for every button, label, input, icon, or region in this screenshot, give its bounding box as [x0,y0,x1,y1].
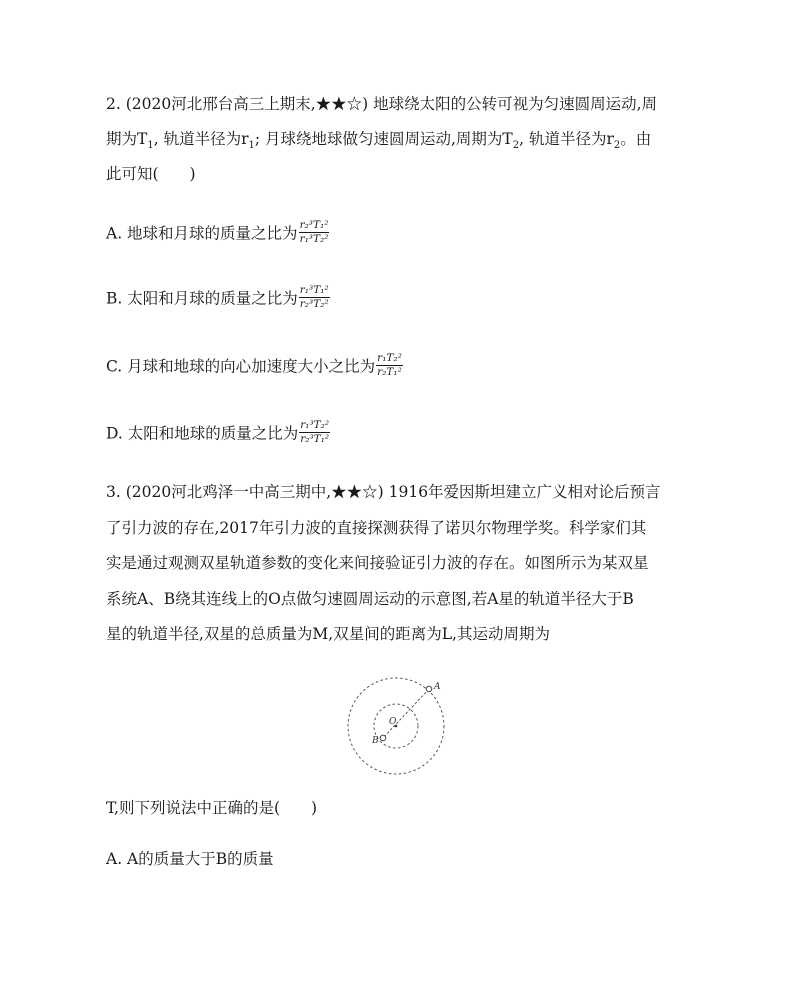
fraction-numerator: r₂³T₁² [299,219,329,231]
fraction [376,353,403,378]
fraction-denominator: r₂³T₁² [300,433,330,445]
q2-option-c [106,352,698,380]
q2-option-d [106,419,698,447]
q2-subscript: 1 [248,140,255,152]
q2-stem-line-2 [106,128,698,157]
q2-text: ; 月球绕地球做匀速圆周运动,周期为T [254,130,513,148]
fraction-numerator: r₁³T₂² [300,419,330,431]
q3-stem-line-2: 了引力波的存在,2017年引力波的直接探测获得了诺贝尔物理学奖。科学家们其 [106,519,647,537]
q2-stem-line-3: 此可知( ) [106,165,196,183]
fraction-denominator: r₁³T₂² [299,233,329,245]
q2-subscript: 2 [613,140,621,152]
label-b: B [372,736,379,746]
q3-stem-line-3: 实是通过观测双星轨道参数的变化来间接验证引力波的存在。如图所示为某双星 [106,554,649,572]
binary-star-orbit-diagram [340,670,452,782]
q3-stem-line-6: T,则下列说法中正确的是( ) [106,799,318,817]
option-text: C. 月球和地球的向心加速度大小之比为 [106,357,376,376]
fraction [299,420,330,445]
fraction [299,220,330,245]
q3-option-a: A. A的质量大于B的质量 [106,850,274,868]
option-text: D. 太阳和地球的质量之比为 [106,424,299,443]
q2-subscript: 2 [512,140,520,152]
q3-stem-line-1: 3. (2020河北鸡泽一中高三期中,★★☆) 1916年爱因斯坦建立广义相对论后预言 [106,483,661,501]
q3-stem-line-5: 星的轨道半径,双星的总质量为M,双星间的距离为L,其运动周期为 [106,625,550,643]
fraction-denominator: r₂T₁² [377,366,402,378]
q2-option-a [106,219,698,247]
q3-stem-line-4: 系统A、B绕其连线上的O点做匀速圆周运动的示意图,若A星的轨道半径大于B [106,590,634,608]
fraction-numerator: r₁³T₁² [299,284,329,296]
connecting-line [383,689,429,738]
q2-subscript: 1 [147,140,154,152]
option-text: B. 太阳和月球的质量之比为 [106,289,298,308]
star-b [380,735,386,741]
option-text: A. 地球和月球的质量之比为 [106,224,298,243]
q2-text: 。由 [620,130,652,148]
q2-text: , 轨道半径为r [519,130,614,148]
fraction-numerator: r₁T₂² [377,352,402,364]
q2-text: 期为T [106,130,148,148]
q2-text: , 轨道半径为r [153,130,249,148]
label-o: O [389,717,397,727]
fraction [299,285,330,310]
q2-stem-line-1: 2. (2020河北邢台高三上期末,★★☆) 地球绕太阳的公转可视为匀速圆周运动,周 [106,95,658,113]
fraction-denominator: r₂³T₂² [299,298,329,310]
label-a: A [434,682,441,692]
star-a [426,686,432,692]
q2-option-b [106,284,698,312]
